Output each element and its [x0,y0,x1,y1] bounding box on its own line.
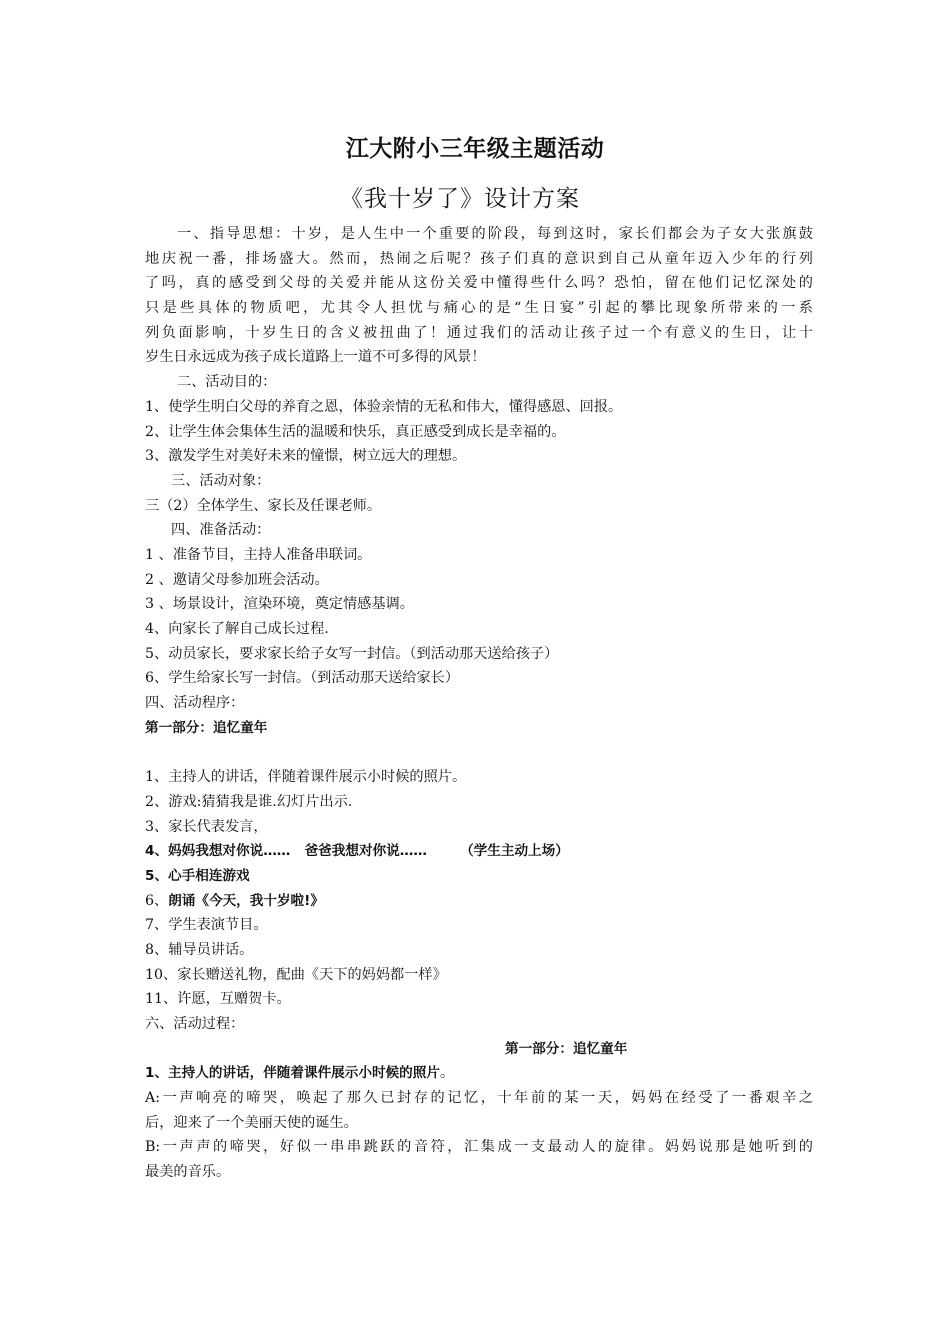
prep-item: 3 、场景设计，渲染环境，奠定情感基调。 [145,596,414,613]
purpose-item: 2、让学生体会集体生活的温暖和快乐，真正感受到成长是幸福的。 [145,423,566,440]
document-title: 江大附小三年级主题活动 [345,136,605,162]
process-part-heading: 第一部分：追忆童年 [505,1040,628,1057]
program-item: 3、家长代表发言， [145,818,268,835]
process-item [145,1061,813,1086]
speech-a-line: 后，迎来了一个美丽天使的诞生。 [145,1114,358,1131]
program-item: 10、家长赠送礼物，配曲《天下的妈妈都一样》 [145,966,447,983]
speech-b-line: 最美的音乐。 [145,1164,231,1181]
prep-item: 6、学生给家长写一封信。（到活动那天送给家长） [145,670,460,687]
prep-item: 2 、邀请父母参加班会活动。 [145,571,329,588]
program-item-number: 6、 [145,892,169,909]
guiding-line: 列负面影响，十岁生日的含义被扭曲了！通过我们的活动让孩子过一个有意义的生日，让十 [145,324,813,341]
document-subtitle: 《我十岁了》设计方案 [340,186,580,212]
program-item-bold: 4、妈妈我想对你说…… 爸爸我想对你说…… （学生主动上场） [145,843,569,860]
prep-item: 5、动员家长，要求家长给子女写一封信。（到活动那天送给孩子） [145,645,559,662]
program-item-bold-text: 朗诵《今天，我十岁啦!》 [168,892,324,909]
process-heading: 六、活动过程： [145,1016,245,1032]
program-item: 11、许愿，互赠贺卡。 [145,991,291,1008]
prep-heading: 四、准备活动： [171,522,271,539]
process-item-bold-text: 1、主持人的讲话，伴随着课件展示小时候的照片 [145,1065,440,1082]
guiding-line: 了吗，真的感受到父母的关爱并能从这份关爱中懂得些什么吗？恐怕，留在他们记忆深处的 [145,275,813,292]
speech-b-line: B:一声声的啼哭，好似一串串跳跃的音符，汇集成一支最动人的旋律。妈妈说那是她听到的 [145,1139,813,1156]
program-item [145,889,813,914]
program-heading: 四、活动程序： [145,695,245,712]
program-item: 8、辅导员讲话。 [145,941,254,958]
blank-line [145,740,813,765]
prep-item: 1 、准备节目，主持人准备串联词。 [145,546,372,563]
program-item: 7、学生表演节目。 [145,917,268,934]
guiding-line: 岁生日永远成为孩子成长道路上一道不可多得的风景！ [145,349,486,366]
program-item: 2、游戏:猜猜我是谁.幻灯片出示. [145,793,353,810]
purpose-heading: 二、活动目的： [177,374,277,391]
process-item-tail: 。 [439,1065,455,1082]
program-item: 1、主持人的讲话，伴随着课件展示小时候的照片。 [145,769,467,786]
target-heading: 三、活动对象： [171,472,271,489]
guiding-line: 只是些具体的物质吧，尤其令人担忧与痛心的是“生日宴”引起的攀比现象所带来的一系 [145,300,813,317]
guiding-line: 一、指导思想：十岁，是人生中一个重要的阶段，每到这时，家长们都会为子女大张旗鼓 [177,226,813,242]
speech-a-line: A:一声响亮的啼哭，唤起了那久已封存的记忆，十年前的某一天，妈妈在经受了一番艰辛之 [145,1090,813,1107]
part-one-heading: 第一部分：追忆童年 [145,719,268,736]
purpose-item: 1、使学生明白父母的养育之恩，体验亲情的无私和伟大，懂得感恩、回报。 [145,398,623,415]
program-item-bold: 5、心手相连游戏 [145,867,250,884]
guiding-line: 地庆祝一番，排场盛大。然而，热闹之后呢？孩子们真的意识到自己从童年迈入少年的行列 [145,250,813,267]
purpose-item: 3、激发学生对美好未来的憧憬，树立远大的理想。 [145,448,467,465]
prep-item: 4、向家长了解自己成长过程. [145,621,329,637]
document-body [145,222,813,1185]
target-text: 三（2）全体学生、家长及任课老师。 [145,497,382,514]
